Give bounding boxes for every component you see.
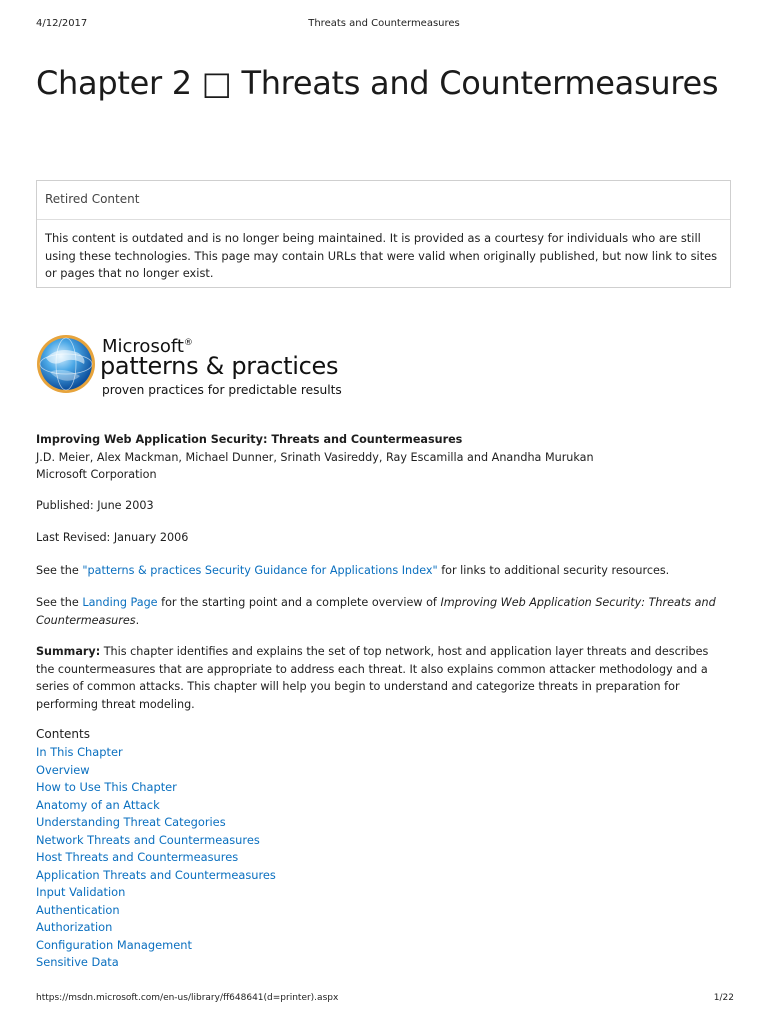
print-footer-url: https://msdn.microsoft.com/en-us/library/ff648641(d=printer).aspx bbox=[36, 993, 339, 1003]
toc-link[interactable]: Input Validation bbox=[36, 885, 126, 899]
summary-label: Summary: bbox=[36, 645, 101, 658]
globe-icon bbox=[36, 334, 96, 394]
toc-link[interactable]: In This Chapter bbox=[36, 745, 123, 759]
print-footer-page: 1/22 bbox=[713, 993, 734, 1003]
contents-list bbox=[36, 744, 276, 972]
notice-heading: Retired Content bbox=[37, 181, 730, 220]
published-value: June 2003 bbox=[93, 499, 154, 512]
security-guidance-index-link[interactable]: "patterns & practices Security Guidance for Applications Index" bbox=[82, 564, 438, 577]
book-authors: J.D. Meier, Alex Mackman, Michael Dunner, Srinath Vasireddy, Ray Escamilla and Anandha Murukan bbox=[36, 450, 594, 464]
toc-link[interactable]: Host Threats and Countermeasures bbox=[36, 850, 239, 864]
see-landing-mid: for the starting point and a complete overview of bbox=[157, 596, 441, 609]
summary-paragraph bbox=[36, 643, 726, 713]
patterns-practices-logo bbox=[36, 332, 346, 402]
summary-text: This chapter identifies and explains the set of top network, host and application layer threats and describes the countermeasures that are appropriate to address each threat. It also explains common attacker methodology and a series of common attacks. This chapter will help you begin to understand and categorize threats in preparation for performing threat modeling. bbox=[36, 645, 709, 711]
revised-label: Last Revised: bbox=[36, 531, 111, 544]
toc-link[interactable]: Application Threats and Countermeasures bbox=[36, 867, 276, 882]
toc-link[interactable]: Sensitive Data bbox=[36, 955, 119, 969]
book-title-italic: Improving Web Application Security: Threats and Countermeasures bbox=[36, 596, 716, 627]
see-landing-post: . bbox=[135, 613, 140, 627]
revised-line bbox=[36, 529, 188, 547]
published-line bbox=[36, 497, 154, 515]
retired-content-notice bbox=[36, 180, 731, 288]
toc-link[interactable]: How to Use This Chapter bbox=[36, 780, 177, 794]
toc-link[interactable]: Authentication bbox=[36, 902, 120, 917]
book-meta bbox=[36, 431, 594, 484]
see-index-post: for links to additional security resources. bbox=[437, 564, 670, 577]
toc-link[interactable]: Network Threats and Countermeasures bbox=[36, 832, 260, 847]
print-date: 4/12/2017 bbox=[36, 18, 88, 29]
print-header-title: Threats and Countermeasures bbox=[308, 18, 460, 29]
logo-tagline: proven practices for predictable results bbox=[102, 383, 342, 397]
see-landing-pre: See the bbox=[36, 596, 83, 609]
see-index-pre: See the bbox=[36, 564, 83, 577]
toc-link[interactable]: Configuration Management bbox=[36, 937, 192, 952]
page-title: Chapter 2 □ Threats and Countermeasures bbox=[36, 64, 719, 102]
toc-link[interactable]: Overview bbox=[36, 762, 90, 777]
logo-product: patterns & practices bbox=[100, 352, 339, 380]
toc-link[interactable]: Anatomy of an Attack bbox=[36, 797, 160, 812]
toc-link[interactable]: Understanding Threat Categories bbox=[36, 815, 226, 829]
revised-value: January 2006 bbox=[110, 531, 189, 544]
logo-brand: Microsoft® bbox=[102, 336, 193, 357]
landing-page-link[interactable]: Landing Page bbox=[82, 596, 158, 609]
book-title: Improving Web Application Security: Threats and Countermeasures bbox=[36, 433, 463, 446]
contents-heading: Contents bbox=[36, 727, 90, 741]
see-landing-paragraph bbox=[36, 594, 726, 629]
toc-link[interactable]: Authorization bbox=[36, 920, 113, 934]
see-index-paragraph bbox=[36, 562, 726, 580]
published-label: Published: bbox=[36, 499, 94, 512]
notice-body: This content is outdated and is no longer being maintained. It is provided as a courtesy for individuals who are still using these technologies. This page may contain URLs that were valid when originally published, but now link to sites or pages that no longer exist. bbox=[45, 231, 718, 280]
book-org: Microsoft Corporation bbox=[36, 468, 157, 481]
